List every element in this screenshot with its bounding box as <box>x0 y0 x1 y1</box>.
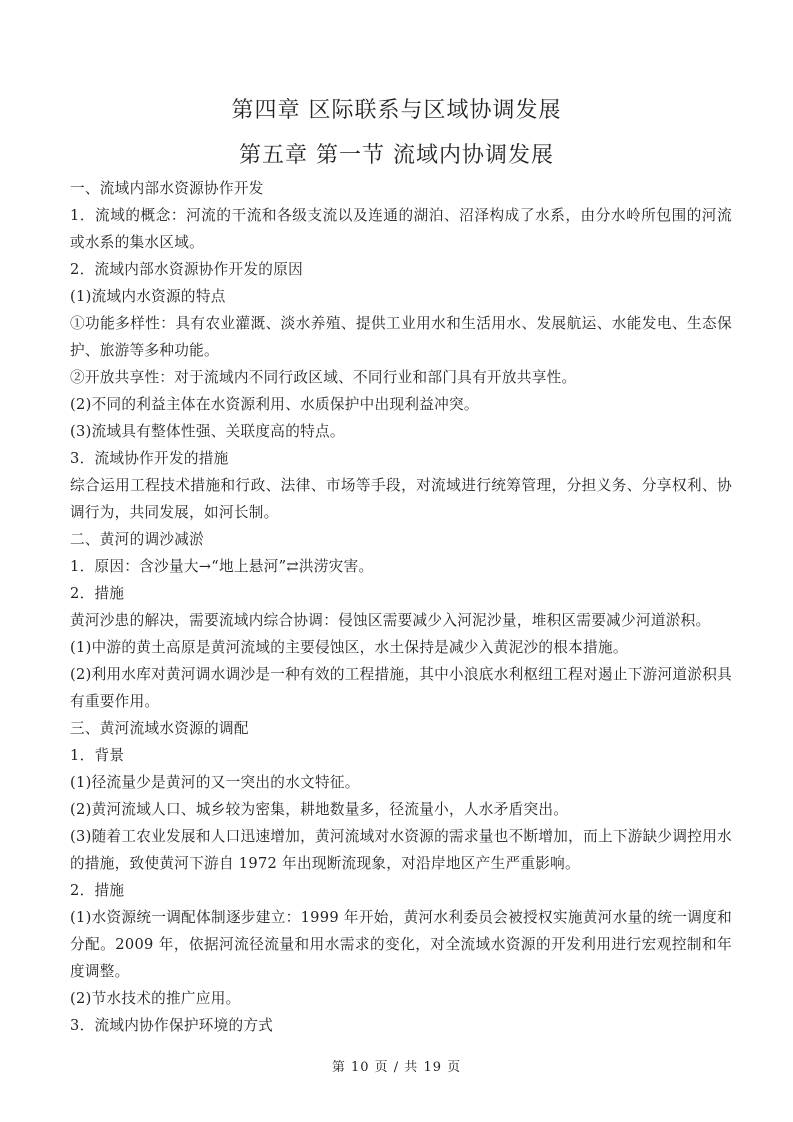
paragraph: 3．流域协作开发的措施 <box>70 450 229 467</box>
chapter-title: 第四章 区际联系与区域协调发展 <box>231 98 562 123</box>
paragraph: 综合运用工程技术措施和行政、法律、市场等手段，对流域进行统筹管理，分担义务、分享权利、协调行为，共同发展，如河长制。 <box>70 477 732 521</box>
paragraph: (2)节水技术的推广应用。 <box>70 990 241 1007</box>
paragraph: 1．原因：含沙量大→“地上悬河”⇄洪涝灾害。 <box>70 558 374 575</box>
paragraph: ①功能多样性：具有农业灌溉、淡水养殖、提供工业用水和生活用水、发展航运、水能发电、生态保护、旅游等多种功能。 <box>70 315 732 359</box>
paragraph: 一、流域内部水资源协作开发 <box>70 180 264 197</box>
paragraph: (1)流域内水资源的特点 <box>70 288 226 305</box>
paragraph: 黄河沙患的解决，需要流域内综合协调：侵蚀区需要减少入河泥沙量，堆积区需要减少河道淤积。 <box>70 612 711 629</box>
paragraph: (1)径流量少是黄河的又一突出的水文特征。 <box>70 774 360 791</box>
document-body <box>70 175 732 1039</box>
paragraph: ②开放共享性：对于流域内不同行政区域、不同行业和部门具有开放共享性。 <box>70 369 577 386</box>
paragraph: 2．措施 <box>70 585 125 602</box>
paragraph: 二、黄河的调沙减淤 <box>70 531 205 548</box>
paragraph: (2)黄河流域人口、城乡较为密集，耕地数量多，径流量小，人水矛盾突出。 <box>70 801 569 818</box>
paragraph: 3．流域内协作保护环境的方式 <box>70 1017 274 1034</box>
paragraph: (3)随着工农业发展和人口迅速增加，黄河流域对水资源的需求量也不断增加，而上下游缺少调控用水的措施，致使黄河下游自 1972 年出现断流现象，对沿岸地区产生严重影响。 <box>70 828 733 872</box>
paragraph: 1．流域的概念：河流的干流和各级支流以及连通的湖泊、沼泽构成了水系，由分水岭所包围的河流或水系的集水区域。 <box>70 207 732 251</box>
paragraph: 2．措施 <box>70 882 125 899</box>
paragraph: 三、黄河流域水资源的调配 <box>70 720 249 737</box>
paragraph: (2)利用水库对黄河调水调沙是一种有效的工程措施，其中小浪底水利枢纽工程对遏止下游河道淤积具有重要作用。 <box>70 666 733 710</box>
paragraph: (3)流域具有整体性强、关联度高的特点。 <box>70 423 345 440</box>
paragraph: (2)不同的利益主体在水资源利用、水质保护中出现利益冲突。 <box>70 396 479 413</box>
paragraph: 1．背景 <box>70 747 125 764</box>
page-number: 第 10 页 / 共 19 页 <box>331 1060 462 1075</box>
paragraph: (1)中游的黄土高原是黄河流域的主要侵蚀区，水土保持是减少入黄泥沙的根本措施。 <box>70 639 628 656</box>
paragraph: 2．流域内部水资源协作开发的原因 <box>70 261 303 278</box>
section-title: 第五章 第一节 流域内协调发展 <box>239 143 554 168</box>
paragraph: (1)水资源统一调配体制逐步建立：1999 年开始，黄河水利委员会被授权实施黄河水量的统一调度和分配。2009 年，依据河流径流量和用水需求的变化，对全流域水资源的开发利用进行宏观控制和年度调整。 <box>70 909 732 980</box>
